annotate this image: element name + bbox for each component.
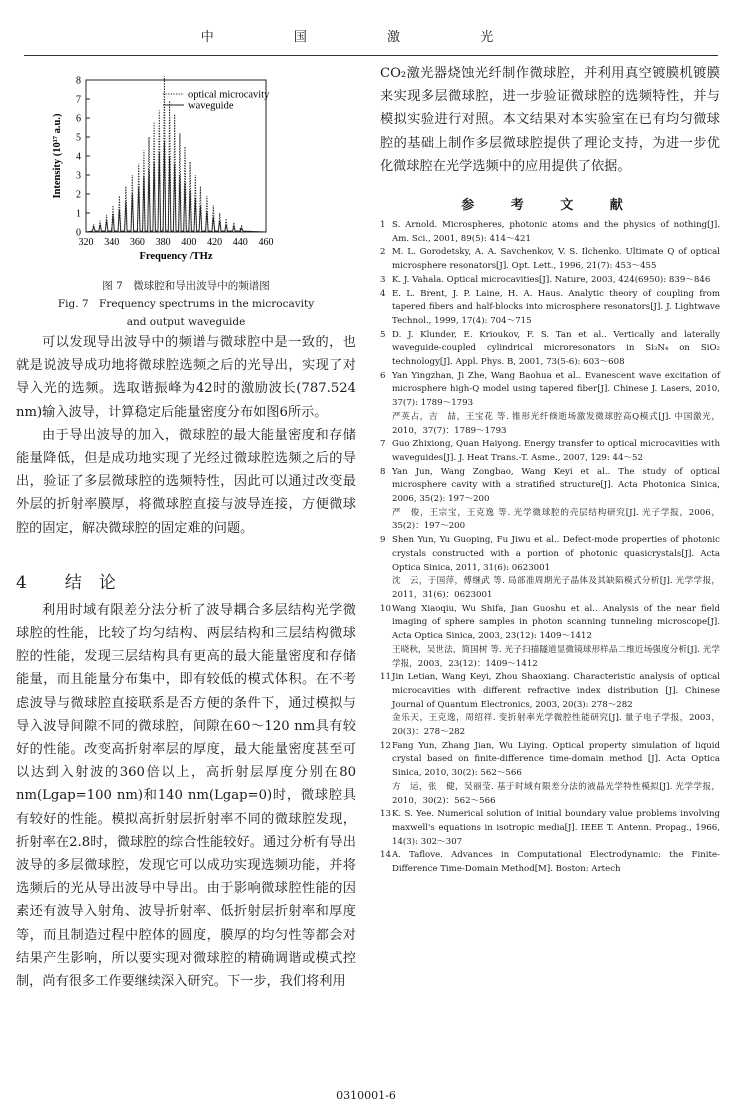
x-tick-label: 400 xyxy=(181,237,197,248)
references-heading: 参 考 文 献 xyxy=(461,198,639,214)
reference-item xyxy=(380,246,720,273)
reference-citation-cn: 方 运，张 健，吴丽莹. 基于时域有限差分法的液晶光学特性模拟[J]. 光学学报，2010，30(2)：562～566 xyxy=(392,781,720,806)
paragraph-2: 由于导出波导的加入，微球腔的最大能量密度和存储能量降低，但是成功地实现了光经过微球腔选频之后的导出，验证了多层微球腔的选频特性，因此可以通过改变最外层的折射率膜厚，将微球腔直接与波导连接，方便微球腔的固定，解决微球腔的固定难的问题。 xyxy=(16,427,356,536)
reference-item xyxy=(380,466,720,535)
reference-citation-cn: 金乐天，王克逸，周绍祥. 变折射率光学微腔性能研究[J]. 量子电子学报，2003，20(3)：278～282 xyxy=(392,713,720,738)
reference-item xyxy=(380,671,720,740)
reference-citation-cn: 严英占，吉 喆，王宝花 等. 锥形光纤倏逝场激发微球腔高Q模式[J]. 中国激光，2010，37(7)：1789～1793 xyxy=(392,411,720,436)
x-tick-label: 320 xyxy=(78,237,94,248)
figure-7 xyxy=(16,66,356,271)
reference-text xyxy=(392,329,720,370)
reference-citation: Jin Letian, Wang Keyi, Zhou Shaoxiang. Characteristic analysis of optical microcavities with different refractive index distribution [J]. Chinese Journal of Quantum Electronics, 2003, 20(3): 278～282 xyxy=(392,672,720,710)
reference-item xyxy=(380,849,720,876)
intro-continuation: CO₂激光器烧蚀光纤制作微球腔，并利用真空镀膜机镀膜来实现多层微球腔，进一步验证微球腔的选频特性，并与模拟实验进行对照。本文结果对本实验室在已有均匀微球腔的基础上制作多层微球腔提供了理论支持，为进一步优化微球腔在光学选频中的应用提供了依据。 xyxy=(380,66,720,174)
reference-text xyxy=(392,438,720,465)
reference-number: 11 xyxy=(380,672,391,683)
y-tick-label: 6 xyxy=(76,113,81,125)
reference-item xyxy=(380,740,720,809)
reference-number: 3 xyxy=(380,274,386,285)
caption-en-line1: Fig. 7 Frequency spectrums in the microcavity xyxy=(57,298,315,310)
reference-citation: E. L. Brent, J. P. Laine, H. A. Haus. Analytic theory of coupling from tapered fibers and half-blocks into microsphere resonators[J]. J. Lightwave Technol., 1999, 17(4): 704～715 xyxy=(392,288,720,326)
reference-text xyxy=(392,288,720,329)
x-tick-label: 340 xyxy=(104,237,120,248)
reference-citation: Yan Jun, Wang Zongbao, Wang Keyi et al.. The study of optical microsphere cavity with a stratified structure[J]. Acta Photonica Sinica, 2006, 35(2): 197～200 xyxy=(392,466,720,505)
reference-citation: Fang Yun, Zhang Jian, Wu Liying. Optical property simulation of liquid crystal based on finite-difference time-domain method [J]. Acta Optica Sinica, 2010, 30(2): 562～566 xyxy=(392,740,720,779)
caption-en-line2: and output waveguide xyxy=(126,316,246,328)
journal-header: 中 国 激 光 xyxy=(200,30,532,45)
x-axis-label: Frequency /THz xyxy=(139,251,213,262)
reference-text xyxy=(392,740,720,809)
y-tick-label: 0 xyxy=(76,227,81,239)
reference-text xyxy=(392,603,720,672)
reference-text xyxy=(392,246,720,273)
reference-number: 9 xyxy=(380,535,386,546)
x-tick-label: 360 xyxy=(129,237,145,248)
section-number: 4 xyxy=(16,572,27,593)
reference-number: 6 xyxy=(380,370,386,381)
paragraph-1: 可以发现导出波导中的频谱与微球腔中是一致的，也就是说波导成功地将微球腔选频之后的光导出，实现了对导入光的选频。选取谐振峰为42时的激励波长(787.524 nm)输入波导，计算稳定后能量密度分布如图6所示。 xyxy=(16,335,356,420)
reference-text xyxy=(392,219,720,246)
header-divider xyxy=(24,55,718,56)
reference-text xyxy=(392,370,720,439)
reference-citation: D. J. Klunder, E. Krioukov, F. S. Tan et al.. Vertically and laterally waveguide-coupled cylindrical microresonators in Si₃N₄ on SiO₂ technology[J]. Appl. Phys. B, 2001, 73(5-6): 603～608 xyxy=(392,329,720,368)
reference-item xyxy=(380,438,720,465)
reference-citation: Guo Zhixiong, Quan Haiyong. Energy transfer to optical microcavities with waveguides[J]. J. Heat Trans.-T. Asme., 2007, 129: 44～52 xyxy=(392,439,720,463)
reference-citation: Wang Xiaoqiu, Wu Shifa, Jian Guoshu et al.. Analysis of the near field imaging of sphere samples in photon scanning tunneling microscope[J]. Acta Optica Sinica, 2003, 23(12): 1409～1412 xyxy=(392,603,720,642)
reference-number: 10 xyxy=(380,603,391,614)
y-tick-label: 4 xyxy=(76,151,81,163)
reference-citation: S. Arnold. Microspheres, photonic atoms and the physics of nothing[J]. Am. Sci., 2001, 89(5): 414～421 xyxy=(392,220,720,244)
y-axis-label: Intensity (10¹⁷ a.u.) xyxy=(52,113,63,199)
x-tick-label: 460 xyxy=(258,237,274,248)
reference-item xyxy=(380,808,720,849)
reference-number: 2 xyxy=(380,247,386,258)
reference-number: 12 xyxy=(380,740,391,751)
reference-number: 4 xyxy=(380,288,386,299)
y-tick-label: 5 xyxy=(76,132,81,144)
reference-citation: A. Taflove. Advances in Computational Electrodynamic: the Finite-Difference Time-Domain Method[M]. Boston: Artech xyxy=(392,850,720,875)
y-tick-label: 1 xyxy=(76,208,81,220)
reference-citation: K. J. Vahala. Optical microcavities[J]. Nature, 2003, 424(6950): 839～846 xyxy=(392,274,711,285)
reference-citation: Yan Yingzhan, Ji Zhe, Wang Baohua et al.. Evanescent wave excitation of microsphere high-Q model using tapered fiber[J]. Chinese J. Lasers, 2010, 37(7): 1789～1793 xyxy=(392,370,720,409)
reference-item xyxy=(380,603,720,672)
conclusion-paragraph: 利用时域有限差分法分析了波导耦合多层结构光学微球腔的性能，比较了均匀结构、两层结构和三层结构微球腔的性能，发现三层结构具有更高的最大能量密度和存储能量，而且能量分布集中，即有较低的模式体积。在不考虑波导与微球腔直接联系是否方便的条件下，通过模拟与导入波导间隙不同的微球腔，间隙在60～120 nm具有较好的性能。改变高折射率层的厚度，最大能量密度甚至可以达到入射波的360倍以上，高折射层厚度分别在80 nm(Lgap=100 nm)和140 nm(Lgap=0)时，微球腔具有较好的性能。模拟高折射层折射率不同的微球腔发现，折射率在2.8时，微球腔的综合性能较好。通过分析有导出波导的多层微球腔，发现它可以成功实现选频功能，并将选频后的光从导出波导中导出。由于影响微球腔性能的因素还有波导入射角、波导折射率、低折射层折射率和厚度等，而且制造过程中腔体的圆度，膜厚的均匀性等都会对结果产生影响，所以要实现对微球腔的精确调谐或模式控制，尚有很多工作要继续深入研究。下一步，我们将利用 xyxy=(16,602,356,990)
left-column xyxy=(16,66,356,993)
reference-list xyxy=(380,219,720,877)
legend-label-1: waveguide xyxy=(188,100,234,112)
reference-citation: M. L. Gorodetsky, A. A. Savchenkov, V. S. Ilchenko. Ultimate Q of optical microsphere resonators[J]. Opt. Lett., 1996, 21(7): 453～455 xyxy=(392,247,720,272)
reference-text xyxy=(392,808,720,849)
reference-number: 14 xyxy=(380,850,391,861)
reference-citation-cn: 沈 云，于国萍，傅继武 等. 局部准周期光子晶体及其缺陷模式分析[J]. 光学学报，2011，31(6)：0623001 xyxy=(392,576,720,600)
reference-item xyxy=(380,534,720,603)
reference-item xyxy=(380,219,720,246)
reference-text xyxy=(392,849,720,876)
reference-item xyxy=(380,370,720,439)
figure-caption xyxy=(16,277,356,331)
reference-item xyxy=(380,329,720,370)
y-tick-label: 2 xyxy=(76,189,81,201)
reference-number: 1 xyxy=(380,220,386,231)
reference-citation: Shen Yun, Yu Guoping, Fu Jiwu et al.. Defect-mode properties of photonic crystals constructed with a portion of photonic quasicrystals[J]. Acta Optica Sinica, 2011, 31(6): 0623001 xyxy=(392,535,720,573)
reference-citation: K. S. Yee. Numerical solution of initial boundary value problems involving maxwell's equations in isotropic media[J]. IEEE T. Antenn. Propag., 1966, 14(3): 302～307 xyxy=(392,809,720,847)
reference-number: 5 xyxy=(380,329,386,340)
reference-number: 13 xyxy=(380,809,391,820)
page-number: 0310001-6 xyxy=(336,1089,396,1102)
caption-cn: 图 7 微球腔和导出波导中的频谱图 xyxy=(102,280,270,292)
reference-text xyxy=(392,671,720,740)
reference-number: 8 xyxy=(380,466,386,477)
legend-label-0: optical microcavity xyxy=(188,89,270,101)
x-tick-label: 420 xyxy=(207,237,223,248)
right-column xyxy=(380,62,720,877)
y-tick-label: 7 xyxy=(76,94,81,106)
reference-text xyxy=(392,274,720,288)
reference-text xyxy=(392,466,720,535)
series-line-1 xyxy=(86,141,266,232)
x-tick-label: 440 xyxy=(232,237,248,248)
reference-citation-cn: 王晓秋，吴世法，简国树 等. 光子扫描隧道显微镜球形样品二维近场强度分析[J]. 光学学报，2003，23(12)：1409～1412 xyxy=(392,644,720,669)
reference-item xyxy=(380,288,720,329)
reference-item xyxy=(380,274,720,288)
reference-citation-cn: 严 俊，王宗宝，王克逸 等. 光学微球腔的壳层结构研究[J]. 光子学报，2006，35(2)：197～200 xyxy=(392,507,720,532)
reference-text xyxy=(392,534,720,603)
x-tick-label: 380 xyxy=(155,237,171,248)
section-title: 结 论 xyxy=(64,572,116,593)
y-tick-label: 3 xyxy=(76,170,81,182)
reference-number: 7 xyxy=(380,439,386,450)
y-tick-label: 8 xyxy=(76,75,81,87)
spectrum-chart xyxy=(16,66,356,271)
section-heading xyxy=(16,568,356,593)
